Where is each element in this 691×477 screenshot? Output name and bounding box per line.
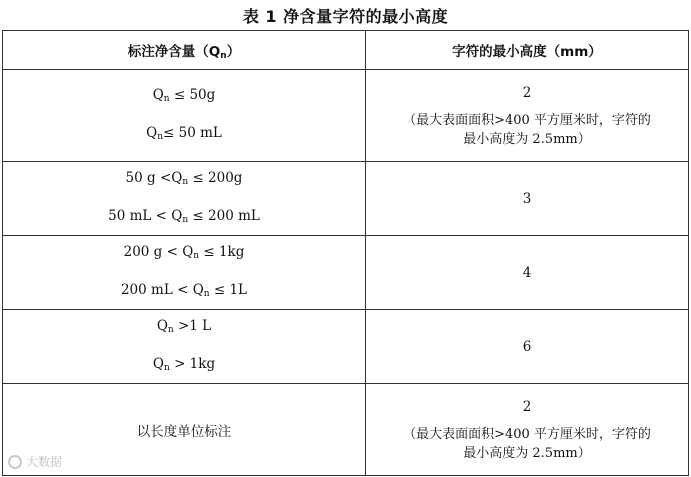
net-content-cell: $Q_n >1$ L $Q_n > 1kg$ — [3, 310, 366, 384]
min-height-cell: 6 — [366, 310, 689, 384]
net-content-cell: 以长度单位标注 — [3, 384, 366, 476]
net-content-cell: $Q_n \le 50g$ $Q_n\le 50$ mL — [3, 70, 366, 162]
watermark-logo-icon — [8, 455, 22, 469]
table-row — [3, 310, 689, 384]
header-min-height: 字符的最小高度（mm） — [366, 31, 689, 70]
net-content-cell: 50 $g <Q_n \le 200g$ 50 mL < $Q_n \le 200$ mL — [3, 162, 366, 236]
min-height-cell: 3 — [366, 162, 689, 236]
table-row — [3, 70, 689, 162]
watermark-text: 大数据 — [26, 455, 63, 469]
table-row — [3, 162, 689, 236]
header-net-content: 标注净含量$(Q_n)$ — [3, 31, 366, 70]
table-title: 表 1 净含量字符的最小高度 — [242, 7, 449, 26]
net-content-table — [2, 30, 689, 476]
table-row — [3, 384, 689, 476]
table-header-row — [3, 31, 689, 70]
min-height-cell: 2 （最大表面面积>400 平方厘米时，字符的 最小高度为 2.5mm） — [366, 384, 689, 476]
watermark — [8, 453, 62, 470]
min-height-cell: 2 （最大表面面积>400 平方厘米时，字符的 最小高度为 2.5mm） — [366, 70, 689, 162]
net-content-cell: 200 $g < Q_n \le 1kg$ 200 mL < $Q_n \le 1L$ — [3, 236, 366, 310]
min-height-cell: 4 — [366, 236, 689, 310]
table-row — [3, 236, 689, 310]
